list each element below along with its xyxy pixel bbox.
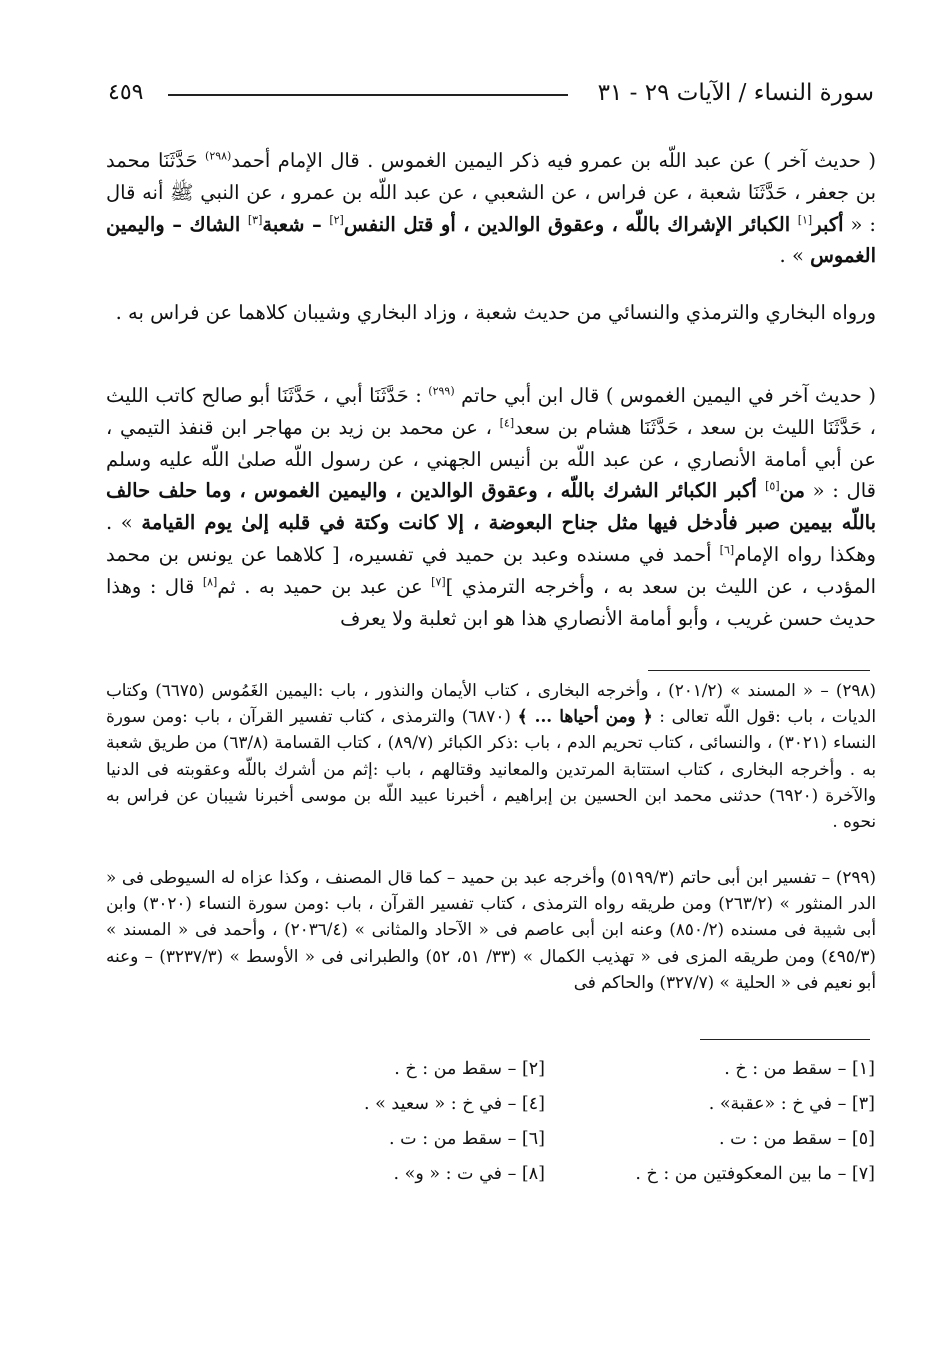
variant-ref: [٧] (431, 575, 446, 589)
variants-rule (700, 1039, 870, 1040)
paragraph-narrators (106, 297, 876, 329)
variant-ref: [٢] (329, 213, 344, 227)
text: » . (779, 244, 811, 268)
variant-ref: [١] (797, 213, 813, 227)
paragraph-hadith-299 (106, 380, 876, 634)
text: ( حديث آخر في اليمين الغموس ) قال ابن أبي حاتم (454, 384, 876, 407)
variant-ref: [٤] (499, 416, 515, 430)
variant-ref: [٦] (719, 543, 735, 557)
footnote-299 (106, 864, 876, 995)
variant-note: [٧] – ما بين المعكوفتين من : خ . (635, 1164, 875, 1184)
variant-note: [٤] – في خ : « سعيد » . (363, 1094, 545, 1114)
variant-ref: [٥] (765, 479, 780, 493)
hadith-text: – شعبة (262, 212, 330, 236)
page-number: ٤٥٩ (108, 80, 144, 105)
text: أحمد في مسنده وعبد بن حميد في تفسيره، [ كلاهما عن يونس بن محمد المؤدب ، عن الليث بن سعد به ، وأخرجه الترمذي ] (106, 542, 877, 598)
variant-note: [٦] – سقط من : ت . (389, 1129, 545, 1149)
hadith-text: أكبر (812, 212, 844, 236)
text: (٢٩٩) – تفسير ابن أبى حاتم (٥١٩٩/٣) وأخرجه عبد بن حميد – كما قال المصنف ، وكذا عزاه له السيوطى فى « الدر المنثور » (٢٦٣/٢) ومن طريقه رواه الترمذى ، كتاب تفسير القرآن ، باب :ومن سورة النساء (٣٠٢٠) وابن أبى شيبة فى مسنده (٨٥٠/٢) وعنه ابن أبى عاصم فى « الآحاد والمثانى » (٢٠٣٦/٤) ، وأحمد فى « المسند » (٤٩٥/٣) ومن طريقه المزى فى « تهذيب الكمال » (٣٣/ ٥١، ٥٢) والطبرانى فى « الأوسط » (٣٢٣٧/٣) – وعنه أبو نعيم فى « الحلية » (٣٢٧/٧) والحاكم فى (106, 867, 876, 992)
text: (٦٨٧٠) والترمذى ، كتاب تفسير القرآن ، باب :ومن سورة النساء (٣٠٢١) ، والنسائى ، كتاب تحريم الدم ، باب :ذكر الكبائر (٨٩/٧) ، كتاب القسامة (٦٣/٨) من طريق شعبة به . وأخرجه البخارى ، كتاب استتابة المرتدين والمعانيد وقتالهم ، باب :إثم من أشرك باللّه وعقوبته فى الدنيا والآخرة (٦٩٢٠) حدثنى محمد ابن الحسين بن إبراهيم ، أخبرنا عبيد اللّه بن موسى أخبرنا شيبان عن فراس به نحوه . (106, 706, 876, 832)
manuscript-variants (270, 1052, 875, 1202)
text: : حَدَّثَنَا أبي ، حَدَّثَنَا أبو صالح كاتب الليث ، حَدَّثَنَا الليث بن سعد ، حَدَّثَنَا هشام بن سعد (106, 384, 876, 439)
hadith-text: الكبائر الإشراك باللّه ، وعقوق الوالدين ، أو قتل النفس (343, 212, 798, 236)
hadith-text: أكبر الكبائر الشرك باللّه ، وعقوق الوالدين ، واليمين الغموس ، وما حلف حالف باللّه بيمين صبر فأدخل فيها مثل جناح البعوضة ، إلا كانت وكتة في قلبه إلىٰ يوم القيامة (106, 479, 877, 535)
quran-quote: ﴿ ومن أحياها ... ﴾ (517, 706, 653, 727)
running-title: سورة النساء / الآيات ٢٩ - ٣١ (597, 80, 874, 106)
footnote-298 (106, 677, 876, 834)
variant-ref: [٨] (202, 575, 218, 589)
variants-right-column (575, 1052, 875, 1192)
variant-note: [٢] – سقط من : خ . (394, 1059, 545, 1079)
hadith-text: الشاك – واليمين الغموس (106, 212, 876, 268)
variant-note: [٣] – في خ : «عقبة» . (708, 1094, 875, 1114)
footnote-ref: (٢٩٩) (428, 384, 455, 398)
text: ، عن محمد بن زيد بن مهاجر ابن قنفذ التيمي ، عن أبي أمامة الأنصاري ، عن عبد اللّه بن أنيس الجهني ، عن رسول اللّه صلىٰ اللّه عليه وسلم قال : « (106, 415, 876, 503)
variant-note: [٨] – في ت : « و» . (393, 1164, 545, 1184)
hadith-text: من (779, 479, 805, 503)
text: ورواه البخاري والترمذي والنسائي من حديث شعبة ، وزاد البخاري وشيبان كلاهما عن فراس به . (115, 301, 876, 324)
text: حَدَّثَنَا محمد بن جعفر ، حَدَّثَنَا شعبة ، عن فراس ، عن الشعبي ، عن عبد اللّه بن عمرو ، عن النبي ﷺ أنه قال : « (106, 149, 876, 236)
variant-ref: [٣] (247, 213, 263, 227)
footnote-ref: (٢٩٨) (205, 149, 232, 163)
text: ( حديث آخر ) عن عبد اللّه بن عمرو فيه ذكر اليمين الغموس . قال الإمام أحمد (231, 149, 877, 172)
footnote-rule (648, 670, 870, 671)
page-header (108, 78, 874, 114)
header-rule (168, 94, 568, 96)
text: (٢٩٨) – « المسند » (٢٠١/٢) ، وأخرجه البخارى ، كتاب الأيمان والنذور ، باب :اليمين الغَمُوس (٦٦٧٥) وكتاب الديات ، باب :قول اللّه تعالى : (106, 680, 876, 727)
paragraph-hadith-298 (106, 145, 876, 272)
variant-note: [١] – سقط من : خ . (724, 1059, 875, 1079)
text: عن عبد بن حميد به . ثم (217, 574, 432, 598)
text: » . وهكذا رواه الإمام (106, 511, 876, 566)
variants-left-column (245, 1052, 545, 1192)
text: قال : وهذا حديث حسن غريب ، وأبو أمامة الأنصاري هذا هو ابن ثعلبة ولا يعرف (106, 574, 876, 630)
variant-note: [٥] – سقط من : ت . (719, 1129, 875, 1149)
